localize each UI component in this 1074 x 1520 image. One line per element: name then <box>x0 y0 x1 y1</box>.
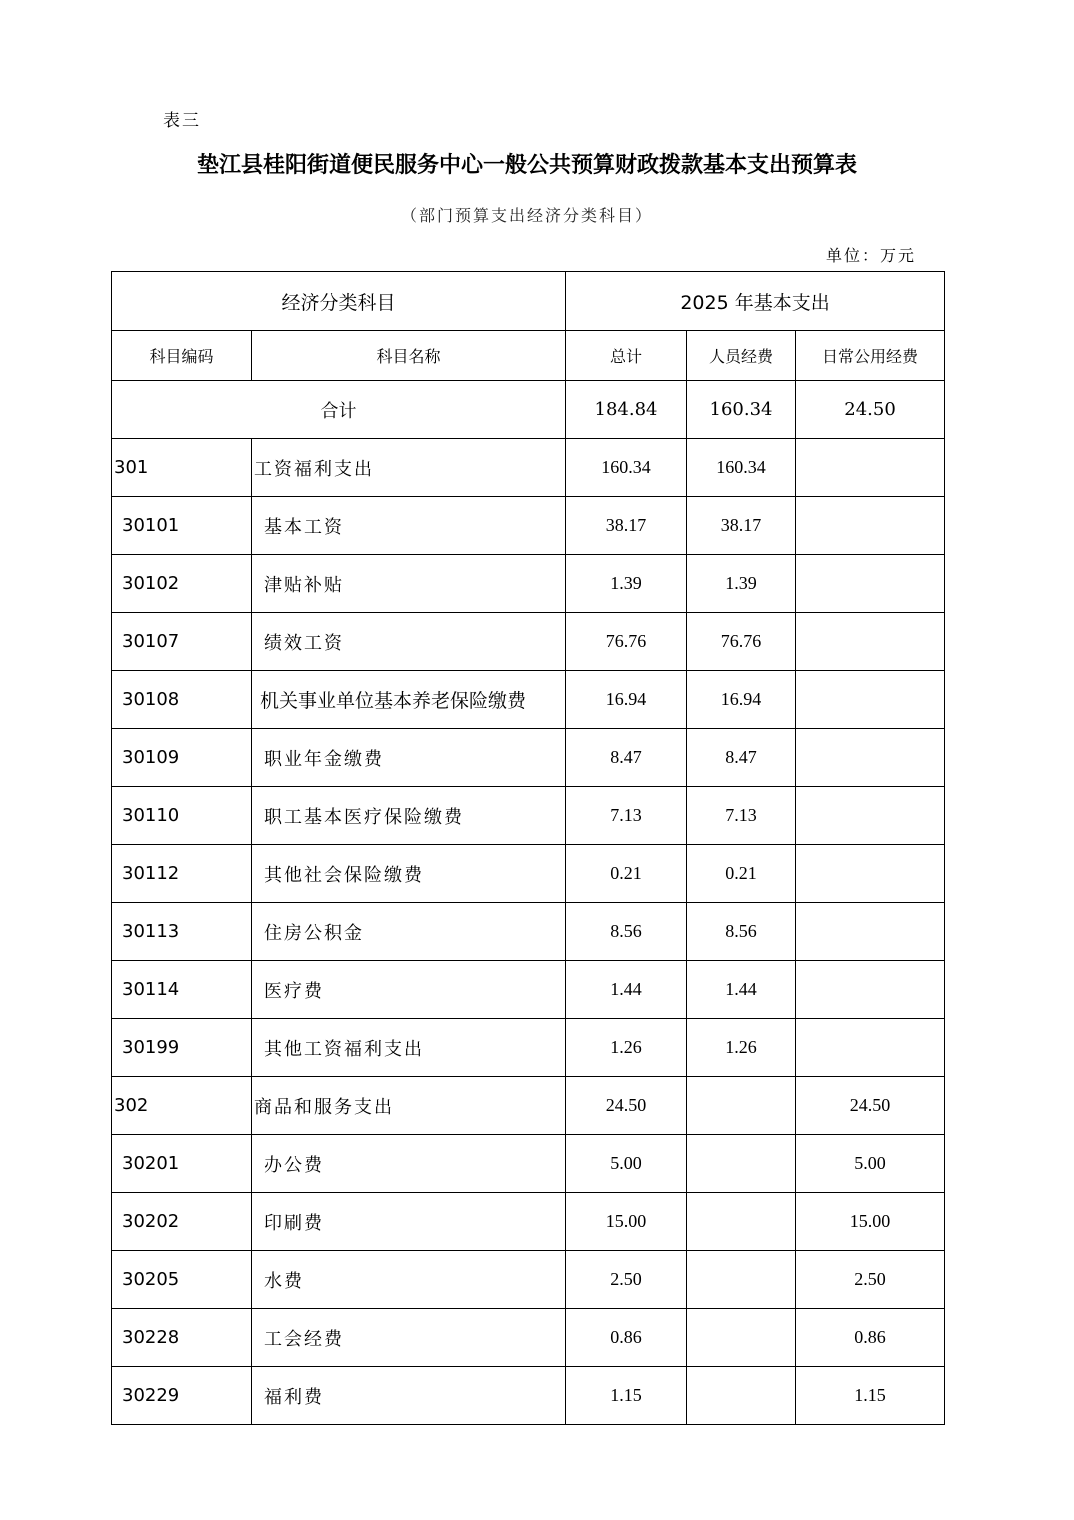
row-total: 1.39 <box>566 555 687 613</box>
row-public: 24.50 <box>796 1077 945 1135</box>
row-name: 工会经费 <box>252 1309 566 1367</box>
row-personnel <box>687 1309 796 1367</box>
row-total: 16.94 <box>566 671 687 729</box>
row-name: 商品和服务支出 <box>252 1077 566 1135</box>
row-personnel: 8.47 <box>687 729 796 787</box>
row-total: 38.17 <box>566 497 687 555</box>
row-personnel: 1.26 <box>687 1019 796 1077</box>
row-personnel: 76.76 <box>687 613 796 671</box>
row-code: 30205 <box>112 1251 252 1309</box>
row-code: 30109 <box>112 729 252 787</box>
row-personnel <box>687 1367 796 1425</box>
row-name: 办公费 <box>252 1135 566 1193</box>
row-personnel: 0.21 <box>687 845 796 903</box>
row-code: 30228 <box>112 1309 252 1367</box>
row-code: 30201 <box>112 1135 252 1193</box>
row-code: 30107 <box>112 613 252 671</box>
table-row <box>112 729 945 787</box>
row-total: 160.34 <box>566 439 687 497</box>
table-row <box>112 903 945 961</box>
row-public: 1.15 <box>796 1367 945 1425</box>
table-row <box>112 1019 945 1077</box>
total-total: 184.84 <box>566 381 687 439</box>
row-code: 302 <box>112 1077 252 1135</box>
row-total: 76.76 <box>566 613 687 671</box>
row-code: 30110 <box>112 787 252 845</box>
row-code: 30108 <box>112 671 252 729</box>
table-row <box>112 845 945 903</box>
row-code: 30102 <box>112 555 252 613</box>
row-public <box>796 787 945 845</box>
table-row <box>112 1193 945 1251</box>
table-row <box>112 1135 945 1193</box>
row-code: 30101 <box>112 497 252 555</box>
row-code: 30113 <box>112 903 252 961</box>
column-header-total: 总计 <box>566 331 687 381</box>
row-total: 5.00 <box>566 1135 687 1193</box>
row-public: 5.00 <box>796 1135 945 1193</box>
column-header-public: 日常公用经费 <box>796 331 945 381</box>
row-total: 1.15 <box>566 1367 687 1425</box>
row-total: 0.86 <box>566 1309 687 1367</box>
row-public: 15.00 <box>796 1193 945 1251</box>
row-total: 1.26 <box>566 1019 687 1077</box>
row-code: 301 <box>112 439 252 497</box>
row-public <box>796 671 945 729</box>
total-public: 24.50 <box>796 381 945 439</box>
row-public <box>796 555 945 613</box>
row-name: 职工基本医疗保险缴费 <box>252 787 566 845</box>
row-code: 30202 <box>112 1193 252 1251</box>
row-name: 基本工资 <box>252 497 566 555</box>
table-column-header-row <box>112 331 945 381</box>
table-row <box>112 613 945 671</box>
row-total: 24.50 <box>566 1077 687 1135</box>
table-row <box>112 961 945 1019</box>
row-name: 工资福利支出 <box>252 439 566 497</box>
row-name: 水费 <box>252 1251 566 1309</box>
page-title: 垫江县桂阳街道便民服务中心一般公共预算财政拨款基本支出预算表 <box>196 153 857 178</box>
row-public <box>796 961 945 1019</box>
table-row <box>112 1077 945 1135</box>
row-name: 其他工资福利支出 <box>252 1019 566 1077</box>
table-row <box>112 439 945 497</box>
page-subtitle: （部门预算支出经济分类科目） <box>400 206 653 225</box>
total-row <box>112 381 945 439</box>
row-name: 医疗费 <box>252 961 566 1019</box>
total-label: 合计 <box>112 381 566 439</box>
group-header-basic-expenditure: 2025 年基本支出 <box>566 272 945 331</box>
row-total: 0.21 <box>566 845 687 903</box>
table-row <box>112 497 945 555</box>
row-public: 2.50 <box>796 1251 945 1309</box>
row-personnel: 7.13 <box>687 787 796 845</box>
row-personnel <box>687 1193 796 1251</box>
row-total: 8.47 <box>566 729 687 787</box>
column-header-code: 科目编码 <box>112 331 252 381</box>
row-name: 其他社会保险缴费 <box>252 845 566 903</box>
row-personnel: 160.34 <box>687 439 796 497</box>
row-code: 30229 <box>112 1367 252 1425</box>
row-public <box>796 439 945 497</box>
table-row <box>112 671 945 729</box>
row-total: 1.44 <box>566 961 687 1019</box>
table-label: 表三 <box>163 111 201 131</box>
row-personnel <box>687 1251 796 1309</box>
row-code: 30112 <box>112 845 252 903</box>
unit-label: 单位：万元 <box>826 246 917 265</box>
row-total: 2.50 <box>566 1251 687 1309</box>
row-public <box>796 729 945 787</box>
row-personnel: 8.56 <box>687 903 796 961</box>
row-name: 印刷费 <box>252 1193 566 1251</box>
row-name: 福利费 <box>252 1367 566 1425</box>
row-public <box>796 845 945 903</box>
row-code: 30114 <box>112 961 252 1019</box>
row-personnel <box>687 1077 796 1135</box>
row-personnel: 1.39 <box>687 555 796 613</box>
row-name: 住房公积金 <box>252 903 566 961</box>
column-header-personnel: 人员经费 <box>687 331 796 381</box>
row-personnel: 16.94 <box>687 671 796 729</box>
table-row <box>112 1251 945 1309</box>
table-row <box>112 1309 945 1367</box>
table-row <box>112 787 945 845</box>
total-personnel: 160.34 <box>687 381 796 439</box>
table-group-header-row <box>112 272 945 331</box>
row-total: 7.13 <box>566 787 687 845</box>
row-personnel: 38.17 <box>687 497 796 555</box>
row-total: 15.00 <box>566 1193 687 1251</box>
row-public <box>796 613 945 671</box>
row-name: 绩效工资 <box>252 613 566 671</box>
group-header-economic-category: 经济分类科目 <box>112 272 566 331</box>
row-public: 0.86 <box>796 1309 945 1367</box>
row-name: 津贴补贴 <box>252 555 566 613</box>
row-public <box>796 497 945 555</box>
row-name: 机关事业单位基本养老保险缴费 <box>252 671 566 729</box>
row-code: 30199 <box>112 1019 252 1077</box>
budget-table <box>111 271 945 1425</box>
table-row <box>112 1367 945 1425</box>
row-total: 8.56 <box>566 903 687 961</box>
column-header-name: 科目名称 <box>252 331 566 381</box>
row-personnel <box>687 1135 796 1193</box>
row-personnel: 1.44 <box>687 961 796 1019</box>
row-public <box>796 903 945 961</box>
table-row <box>112 555 945 613</box>
row-public <box>796 1019 945 1077</box>
row-name: 职业年金缴费 <box>252 729 566 787</box>
